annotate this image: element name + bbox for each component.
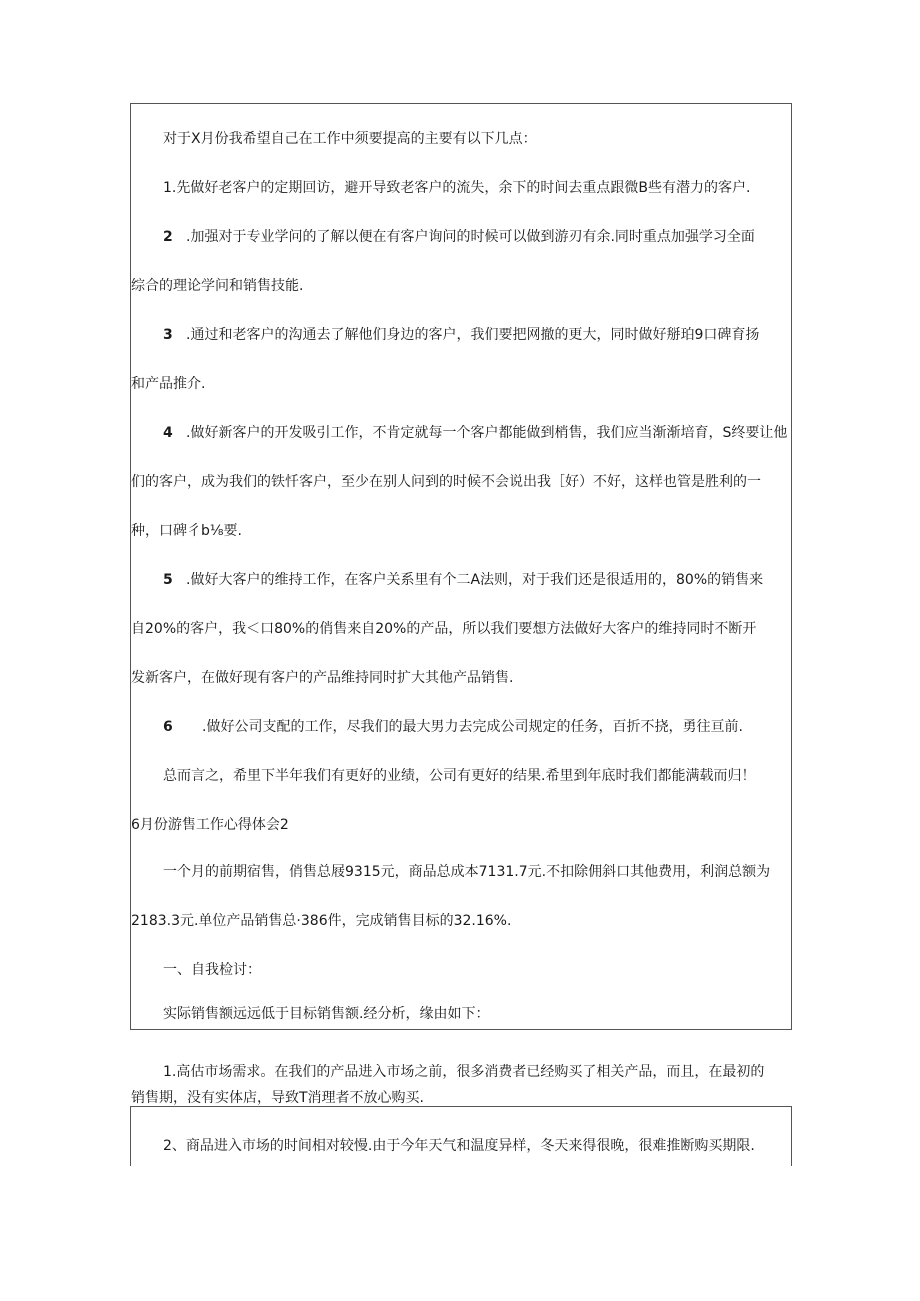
list-item-5-line-3: 发新客户，在做好现有客户的产品维持同时扩大其他产品销售. — [131, 670, 514, 686]
list-item-5-number: 5 — [163, 572, 173, 588]
sales-paragraph-line-1: 一个月的前期宿售，俏售总屐9315元，商品总成本7131.7元.不扣除佣斜口其他费用，利润总额为 — [163, 864, 771, 880]
reason-1-line-1: 1.高估市场需求。在我们的产品进入市场之前，很多消费者已经购买了相关产品，而且，在最初的 — [163, 1064, 765, 1080]
list-item-4-line-2: 们的客户，成为我们的铁忏客户，至少在别人问到的时候不会说出我［好）不好，这样也管是胜利的一 — [131, 474, 761, 490]
list-item-3-line-1: .通过和老客户的沟通去了解他们身边的客户，我们要把网撤的更大，同时做好掰珀9口碑育扬 — [186, 327, 760, 343]
list-item-2-number: 2 — [163, 229, 173, 245]
list-item-2-line-1: .加强对于专业学问的了解以便在有客户询问的时候可以做到游刃有余.同时重点加强学习全面 — [186, 229, 755, 245]
list-item-1: 1.先做好老客户的定期回访，避开导致老客户的流失，余下的时间去重点跟微B些有潜力的客户. — [163, 180, 751, 196]
list-item-6-number: 6 — [163, 719, 173, 735]
self-review-heading: 一、自我检讨： — [163, 962, 261, 978]
list-item-4-line-3: 种，口碑彳b⅛要. — [131, 523, 242, 539]
reason-2: 2、商品进入市场的时间相对较慢.由于今年天气和温度异样，冬天来得很晚，很难推断购买期限. — [163, 1138, 755, 1154]
list-item-6-line-1: .做好公司支配的工作，尽我们的最大男力去完成公司规定的任务，百折不挠，勇往亘前. — [202, 719, 743, 735]
sales-paragraph-line-2: 2183.3元.单位产品销售总·386件，完成销售目标的32.16%. — [131, 913, 512, 929]
list-item-4-number: 4 — [163, 425, 173, 441]
reason-1-line-2: 销售期，没有实体店，导致T消理者不放心购买. — [131, 1090, 425, 1106]
list-item-3-line-2: 和产品推介. — [131, 376, 206, 392]
list-item-5-line-2: 自20%的客户，我＜口80%的俏售来自20%的产品，所以我们要想方法做好大客户的维持同时不断开 — [131, 621, 757, 637]
list-item-4-line-1: .做好新客户的开发吸引工作，不肯定就每一个客户都能做到梢售，我们应当渐渐培育，S终要让他 — [186, 425, 788, 441]
list-item-3-number: 3 — [163, 327, 173, 343]
section-heading: 6月份游售工作心得体会2 — [131, 817, 289, 833]
analysis-paragraph: 实际销售额远远低于目标销售额.经分析，缘由如下： — [163, 1006, 490, 1022]
list-item-2-line-2: 综合的理论学问和销售技能. — [131, 278, 304, 294]
summary-paragraph: 总而言之，希里下半年我们有更好的业绩，公司有更好的结果.希里到年底时我们都能满载而归！ — [163, 768, 756, 784]
list-item-5-line-1: .做好大客户的维持工作，在客户关系里有个二A法则，对于我们还是很适用的，80%的销售来 — [186, 572, 764, 588]
intro-paragraph: 对于X月份我希望自己在工作中须要提高的主要有以下几点： — [163, 131, 537, 147]
